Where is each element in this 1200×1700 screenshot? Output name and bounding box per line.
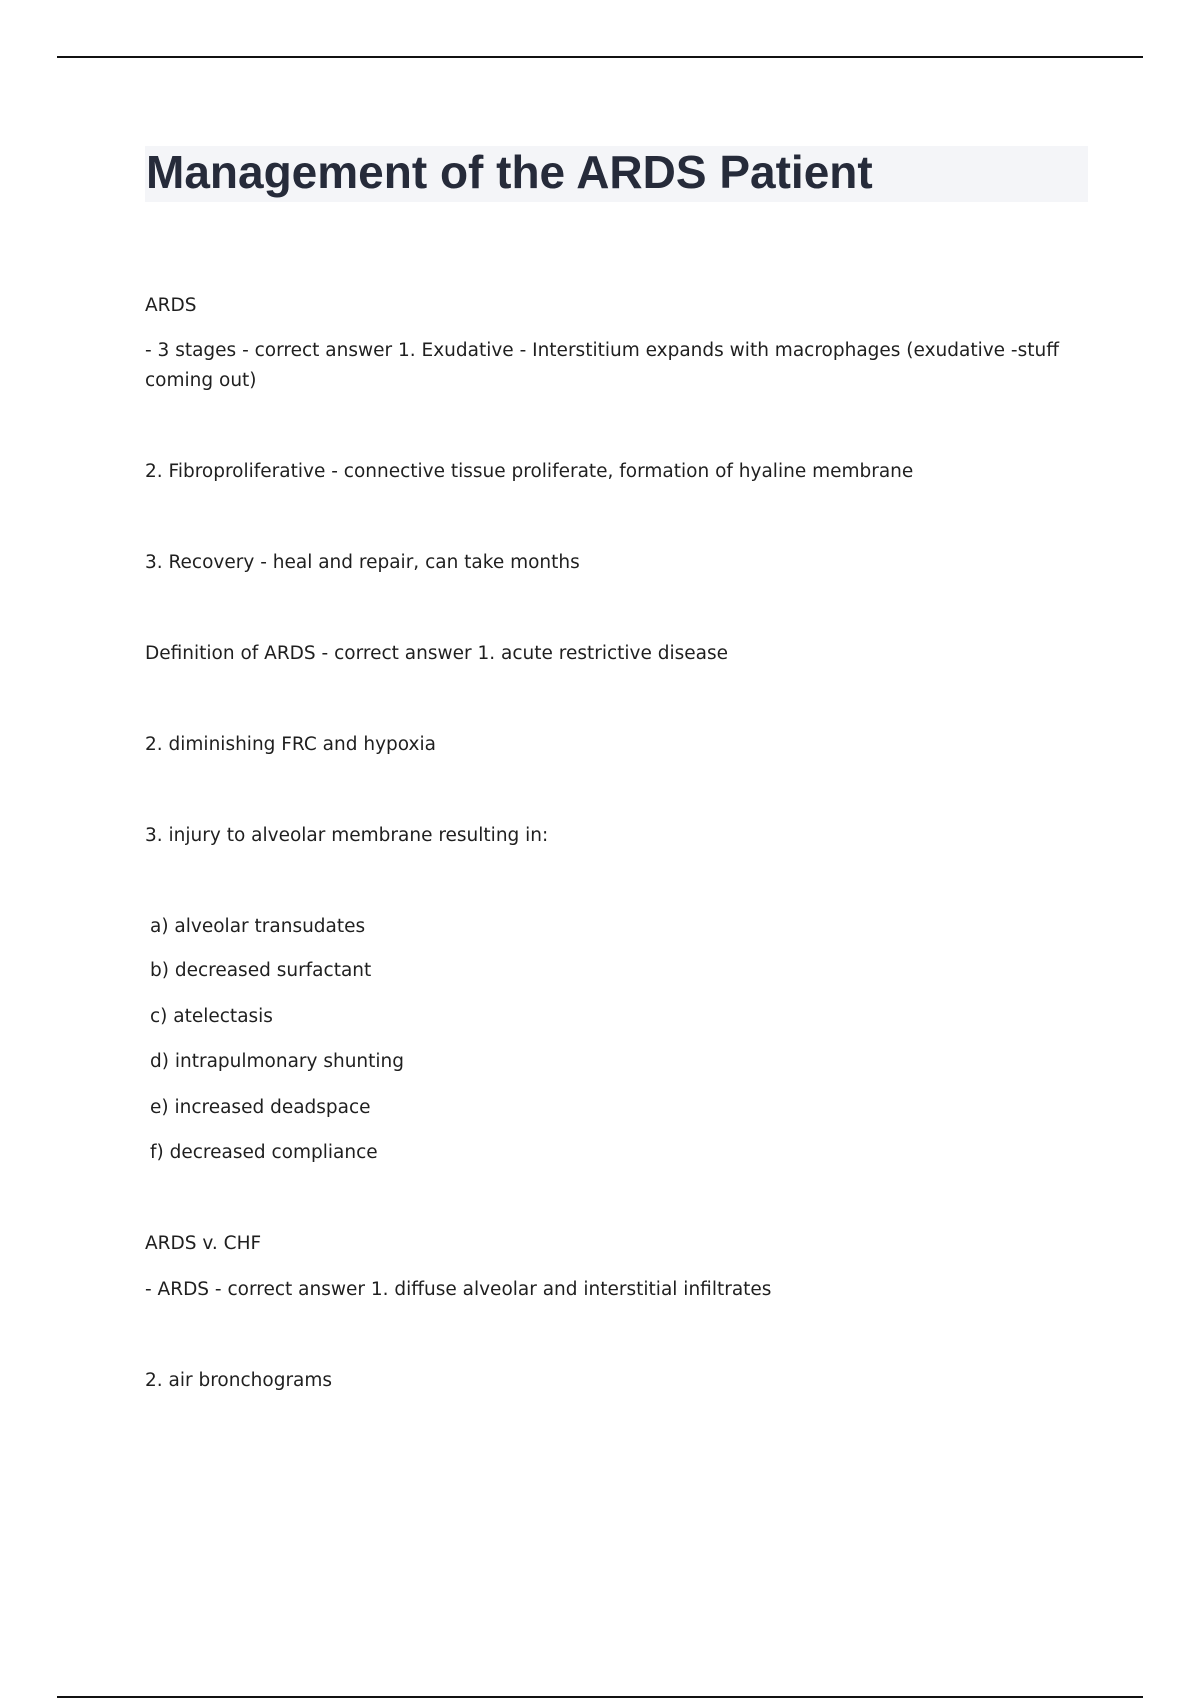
list-item: e) increased deadspace [150,1097,371,1118]
top-rule [57,56,1143,58]
list-item: f) decreased compliance [150,1142,378,1163]
paragraph-definition: Definition of ARDS - correct answer 1. acute restrictive disease [145,643,729,664]
list-item: b) decreased surfactant [150,960,372,981]
list-item: c) atelectasis [150,1006,273,1027]
list-item: d) intrapulmonary shunting [150,1051,405,1072]
list-item: a) alveolar transudates [150,916,366,937]
paragraph-fibroproliferative: 2. Fibroproliferative - connective tissue proliferate, formation of hyaline membrane [145,461,914,482]
bottom-rule [57,1696,1143,1698]
paragraph-ards-infiltrates: - ARDS - correct answer 1. diffuse alveolar and interstitial infiltrates [145,1279,772,1300]
paragraph-frc: 2. diminishing FRC and hypoxia [145,734,436,755]
paragraph-stages: - 3 stages - correct answer 1. Exudative - Interstitium expands with macrophages (exudative -stuff coming out) [145,340,1059,391]
paragraph-recovery: 3. Recovery - heal and repair, can take months [145,552,580,573]
section-heading-ards-chf: ARDS v. CHF [145,1233,262,1254]
paragraph-air-bronchograms: 2. air bronchograms [145,1370,333,1391]
page-title: Management of the ARDS Patient [146,146,873,198]
paragraph-injury: 3. injury to alveolar membrane resulting in: [145,825,549,846]
section-heading-ards: ARDS [145,295,197,316]
